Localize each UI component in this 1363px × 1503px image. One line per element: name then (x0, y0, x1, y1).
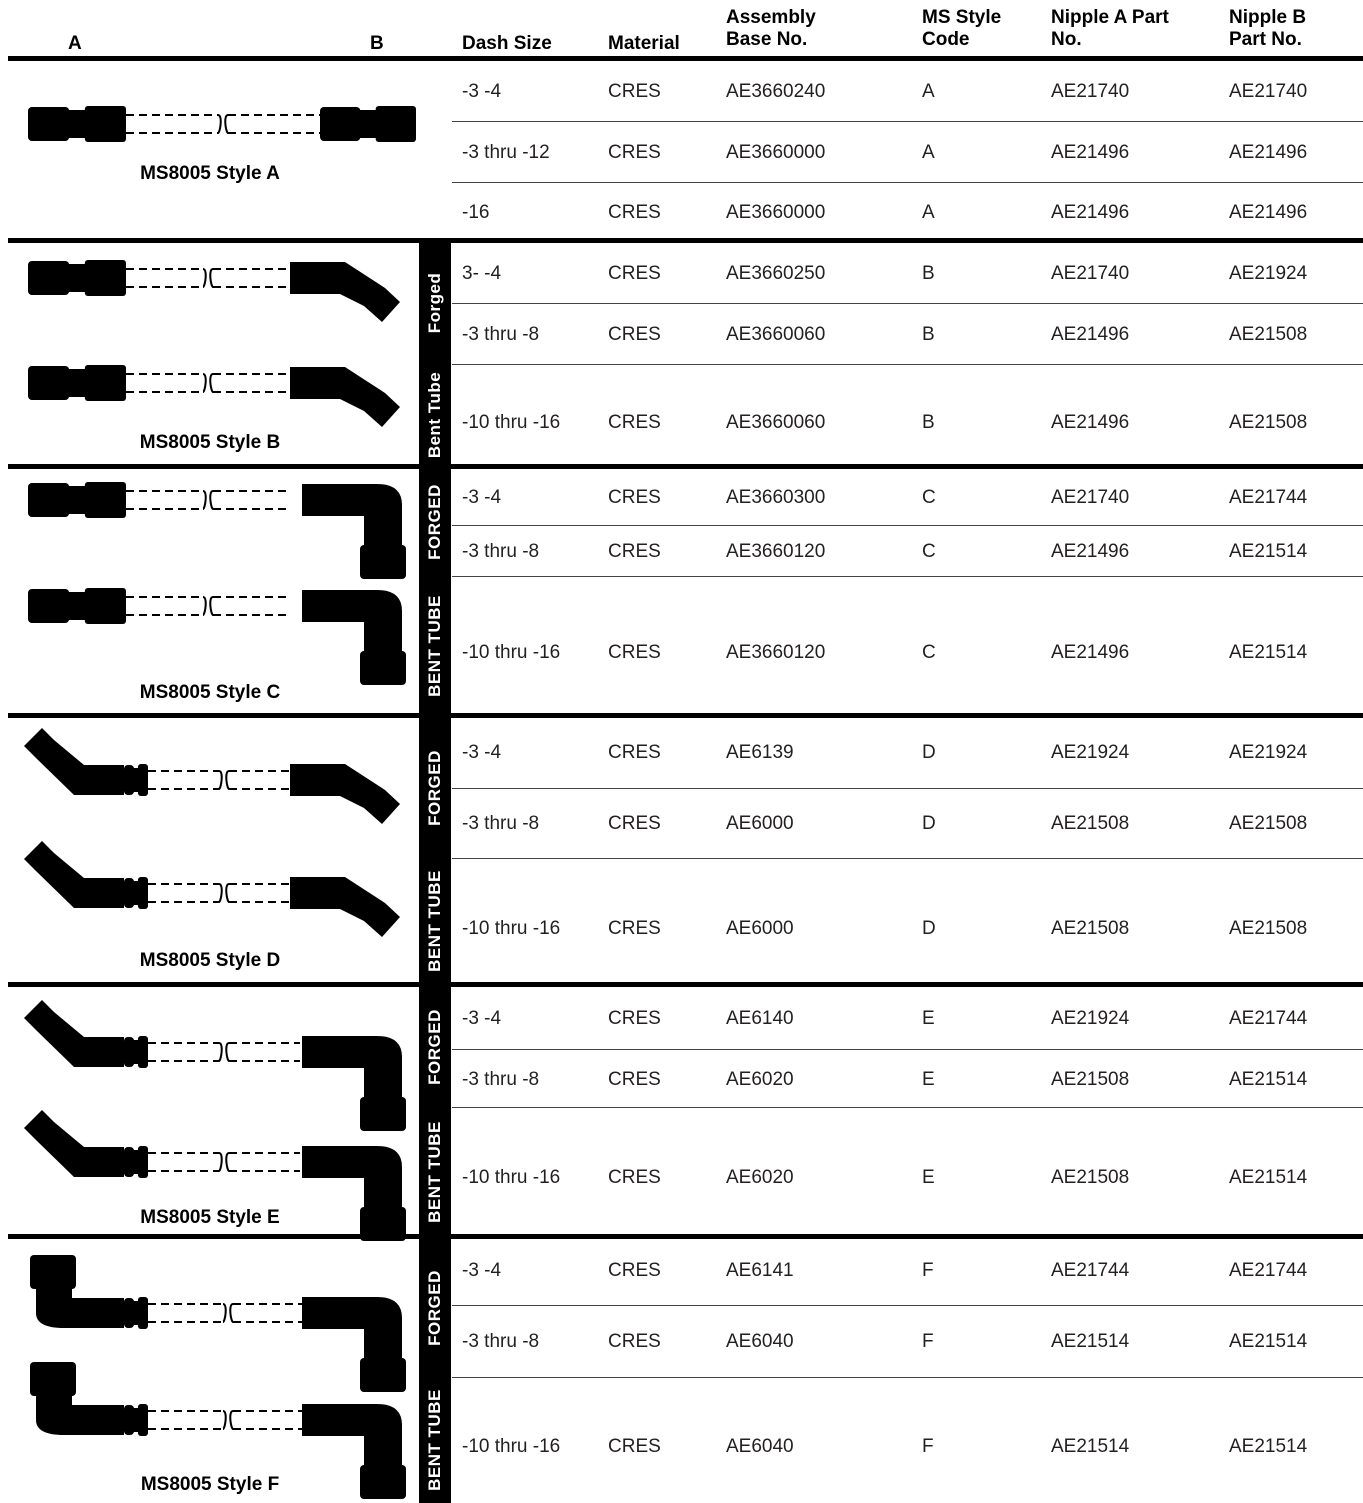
cell-ms-code: A (922, 81, 935, 102)
cell-nipple-a: AE21744 (1051, 1260, 1130, 1281)
cell-dash: -10 thru -16 (462, 1167, 561, 1188)
row-divider (452, 788, 1363, 789)
cell-assembly: AE6040 (726, 1331, 794, 1352)
cell-nipple-a: AE21514 (1051, 1331, 1130, 1352)
cell-material: CRES (608, 1167, 661, 1188)
cell-ms-code: F (922, 1331, 934, 1352)
bent-tube-tag (419, 858, 451, 984)
cell-ms-code: A (922, 202, 935, 223)
style-a-hose-drawing (0, 84, 420, 204)
header-nipple-b-line1: Nipple B (1229, 7, 1307, 28)
cell-assembly: AE3660060 (726, 412, 826, 433)
cell-nipple-b: AE21740 (1229, 81, 1308, 102)
forged-tag (419, 1238, 451, 1377)
cell-dash: -3 -4 (462, 81, 502, 102)
tag-text: FORGED (425, 484, 444, 560)
style-b-bent-drawing (0, 343, 420, 463)
tag-text: Forged (425, 272, 444, 334)
cell-material: CRES (608, 1008, 661, 1029)
cell-material: CRES (608, 742, 661, 763)
style-label: MS8005 Style C (139, 682, 281, 703)
style-b-forged-drawing (0, 238, 420, 358)
cell-material: CRES (608, 81, 661, 102)
cell-ms-code: B (922, 263, 935, 284)
cell-nipple-a: AE21508 (1051, 1167, 1130, 1188)
header-assembly (726, 7, 816, 51)
cell-material: CRES (608, 1436, 661, 1457)
row-divider (452, 182, 1363, 183)
style-c-bent-drawing (0, 566, 420, 686)
cell-nipple-b: AE21508 (1229, 918, 1308, 939)
style-label: MS8005 Style D (139, 950, 281, 971)
cell-dash: -3 thru -8 (462, 541, 540, 562)
tag-text: BENT TUBE (425, 1389, 444, 1491)
header-dash-size: Dash Size (462, 33, 552, 54)
header-material: Material (608, 33, 680, 54)
cell-dash: -10 thru -16 (462, 1436, 561, 1457)
forged-tag (419, 242, 451, 364)
cell-nipple-b: AE21508 (1229, 324, 1308, 345)
cell-nipple-b: AE21924 (1229, 742, 1308, 763)
cell-dash: -10 thru -16 (462, 642, 561, 663)
cell-ms-code: E (922, 1008, 935, 1029)
cell-nipple-a: AE21496 (1051, 202, 1130, 223)
row-divider (452, 858, 1363, 859)
header-ms-line1: MS Style (922, 7, 1002, 28)
row-divider (452, 303, 1363, 304)
row-divider (452, 1305, 1363, 1306)
cell-assembly: AE6000 (726, 918, 794, 939)
forged-tag (419, 717, 451, 858)
cell-nipple-b: AE21924 (1229, 263, 1308, 284)
header-nipple-a-line2: No. (1051, 29, 1082, 50)
header-assembly-line1: Assembly (726, 7, 816, 28)
cell-nipple-b: AE21496 (1229, 202, 1308, 223)
cell-nipple-b: AE21514 (1229, 1069, 1308, 1090)
cell-dash: -3 -4 (462, 1260, 502, 1281)
cell-assembly: AE6140 (726, 1008, 794, 1029)
cell-ms-code: D (922, 918, 936, 939)
cell-dash: -3 thru -8 (462, 813, 540, 834)
cell-nipple-a: AE21924 (1051, 742, 1130, 763)
style-label: MS8005 Style A (140, 163, 280, 184)
cell-assembly: AE3660000 (726, 202, 826, 223)
section-divider (8, 713, 1363, 718)
cell-nipple-b: AE21744 (1229, 1260, 1308, 1281)
tag-text: FORGED (425, 1269, 444, 1346)
cell-ms-code: D (922, 742, 936, 763)
header-ms-line2: Code (922, 29, 970, 50)
cell-assembly: AE6000 (726, 813, 794, 834)
tag-text: FORGED (425, 749, 444, 826)
header-assembly-line2: Base No. (726, 29, 808, 50)
cell-ms-code: B (922, 412, 935, 433)
forged-tag (419, 468, 451, 576)
cell-nipple-b: AE21508 (1229, 412, 1308, 433)
cell-material: CRES (608, 642, 661, 663)
cell-ms-code: C (922, 642, 936, 663)
row-divider (452, 1049, 1363, 1050)
row-divider (452, 1377, 1363, 1378)
cell-assembly: AE3660060 (726, 324, 826, 345)
cell-nipple-b: AE21744 (1229, 487, 1308, 508)
bent-tube-tag (419, 1377, 451, 1503)
cell-ms-code: E (922, 1167, 935, 1188)
tag-text: FORGED (425, 1008, 444, 1085)
cell-nipple-a: AE21508 (1051, 813, 1130, 834)
cell-nipple-a: AE21740 (1051, 263, 1130, 284)
section-divider (8, 982, 1363, 987)
row-divider (452, 1107, 1363, 1108)
cell-nipple-a: AE21508 (1051, 918, 1130, 939)
cell-dash: -3 -4 (462, 1008, 502, 1029)
style-label: MS8005 Style F (140, 1474, 280, 1495)
cell-assembly: AE3660240 (726, 81, 826, 102)
cell-assembly: AE6141 (726, 1260, 794, 1281)
header-a: A (68, 33, 82, 54)
style-e-bent-drawing (0, 1122, 420, 1242)
header-nipple-a-line1: Nipple A Part (1051, 7, 1169, 28)
bent-tube-tag (419, 364, 451, 466)
cell-material: CRES (608, 918, 661, 939)
cell-ms-code: A (922, 142, 935, 163)
cell-nipple-a: AE21924 (1051, 1008, 1130, 1029)
style-e-forged-drawing (0, 1012, 420, 1132)
cell-nipple-a: AE21740 (1051, 487, 1130, 508)
cell-dash: -3 thru -12 (462, 142, 550, 163)
forged-tag (419, 986, 451, 1107)
cell-material: CRES (608, 813, 661, 834)
section-divider (8, 56, 1363, 61)
row-divider (452, 525, 1363, 526)
cell-ms-code: F (922, 1436, 934, 1457)
cell-nipple-a: AE21740 (1051, 81, 1130, 102)
cell-material: CRES (608, 1331, 661, 1352)
style-f-bent-drawing (0, 1380, 420, 1500)
cell-assembly: AE6040 (726, 1436, 794, 1457)
cell-nipple-b: AE21514 (1229, 1167, 1308, 1188)
cell-dash: -3 thru -8 (462, 324, 540, 345)
bent-tube-tag (419, 576, 451, 715)
header-nipple-a (1051, 7, 1169, 51)
cell-material: CRES (608, 202, 661, 223)
cell-dash: -3 -4 (462, 487, 502, 508)
style-c-forged-drawing (0, 460, 420, 580)
style-d-forged-drawing (0, 740, 420, 860)
cell-ms-code: E (922, 1069, 935, 1090)
cell-assembly: AE3660250 (726, 263, 826, 284)
tag-text: Bent Tube (425, 371, 444, 459)
cell-material: CRES (608, 1069, 661, 1090)
cell-assembly: AE6020 (726, 1167, 794, 1188)
header-ms-style (922, 7, 1001, 51)
tag-text: BENT TUBE (425, 594, 444, 697)
cell-dash: -10 thru -16 (462, 918, 561, 939)
cell-material: CRES (608, 412, 661, 433)
cell-nipple-b: AE21514 (1229, 1436, 1308, 1457)
tag-text: BENT TUBE (425, 1120, 444, 1223)
cell-assembly: AE6139 (726, 742, 794, 763)
cell-nipple-a: AE21496 (1051, 412, 1130, 433)
cell-dash: 3- -4 (462, 263, 502, 284)
row-divider (452, 576, 1363, 577)
cell-material: CRES (608, 541, 661, 562)
cell-material: CRES (608, 1260, 661, 1281)
cell-material: CRES (608, 487, 661, 508)
tag-text: BENT TUBE (425, 870, 444, 972)
cell-nipple-a: AE21496 (1051, 324, 1130, 345)
cell-assembly: AE3660120 (726, 642, 826, 663)
cell-nipple-a: AE21496 (1051, 142, 1130, 163)
cell-dash: -3 thru -8 (462, 1331, 540, 1352)
cell-assembly: AE3660000 (726, 142, 826, 163)
cell-material: CRES (608, 142, 661, 163)
cell-ms-code: F (922, 1260, 934, 1281)
style-d-bent-drawing (0, 853, 420, 973)
bent-tube-tag (419, 1107, 451, 1236)
cell-nipple-a: AE21496 (1051, 642, 1130, 663)
cell-dash: -3 -4 (462, 742, 502, 763)
cell-nipple-b: AE21514 (1229, 642, 1308, 663)
cell-dash: -10 thru -16 (462, 412, 561, 433)
cell-assembly: AE3660120 (726, 541, 826, 562)
cell-material: CRES (608, 263, 661, 284)
header-b: B (370, 33, 384, 54)
cell-nipple-a: AE21496 (1051, 541, 1130, 562)
cell-assembly: AE3660300 (726, 487, 826, 508)
row-divider (452, 121, 1363, 122)
cell-dash: -16 (462, 202, 490, 223)
row-divider (452, 364, 1363, 365)
cell-nipple-b: AE21514 (1229, 541, 1308, 562)
header-nipple-b-line2: Part No. (1229, 29, 1302, 50)
cell-ms-code: C (922, 487, 936, 508)
style-label: MS8005 Style E (140, 1207, 280, 1228)
cell-ms-code: C (922, 541, 936, 562)
cell-nipple-b: AE21744 (1229, 1008, 1308, 1029)
cell-dash: -3 thru -8 (462, 1069, 540, 1090)
style-label: MS8005 Style B (139, 432, 281, 453)
cell-assembly: AE6020 (726, 1069, 794, 1090)
header-nipple-b (1229, 7, 1306, 51)
cell-nipple-a: AE21514 (1051, 1436, 1130, 1457)
cell-nipple-b: AE21514 (1229, 1331, 1308, 1352)
cell-ms-code: D (922, 813, 936, 834)
cell-nipple-a: AE21508 (1051, 1069, 1130, 1090)
cell-ms-code: B (922, 324, 935, 345)
cell-nipple-b: AE21496 (1229, 142, 1308, 163)
cell-nipple-b: AE21508 (1229, 813, 1308, 834)
cell-material: CRES (608, 324, 661, 345)
